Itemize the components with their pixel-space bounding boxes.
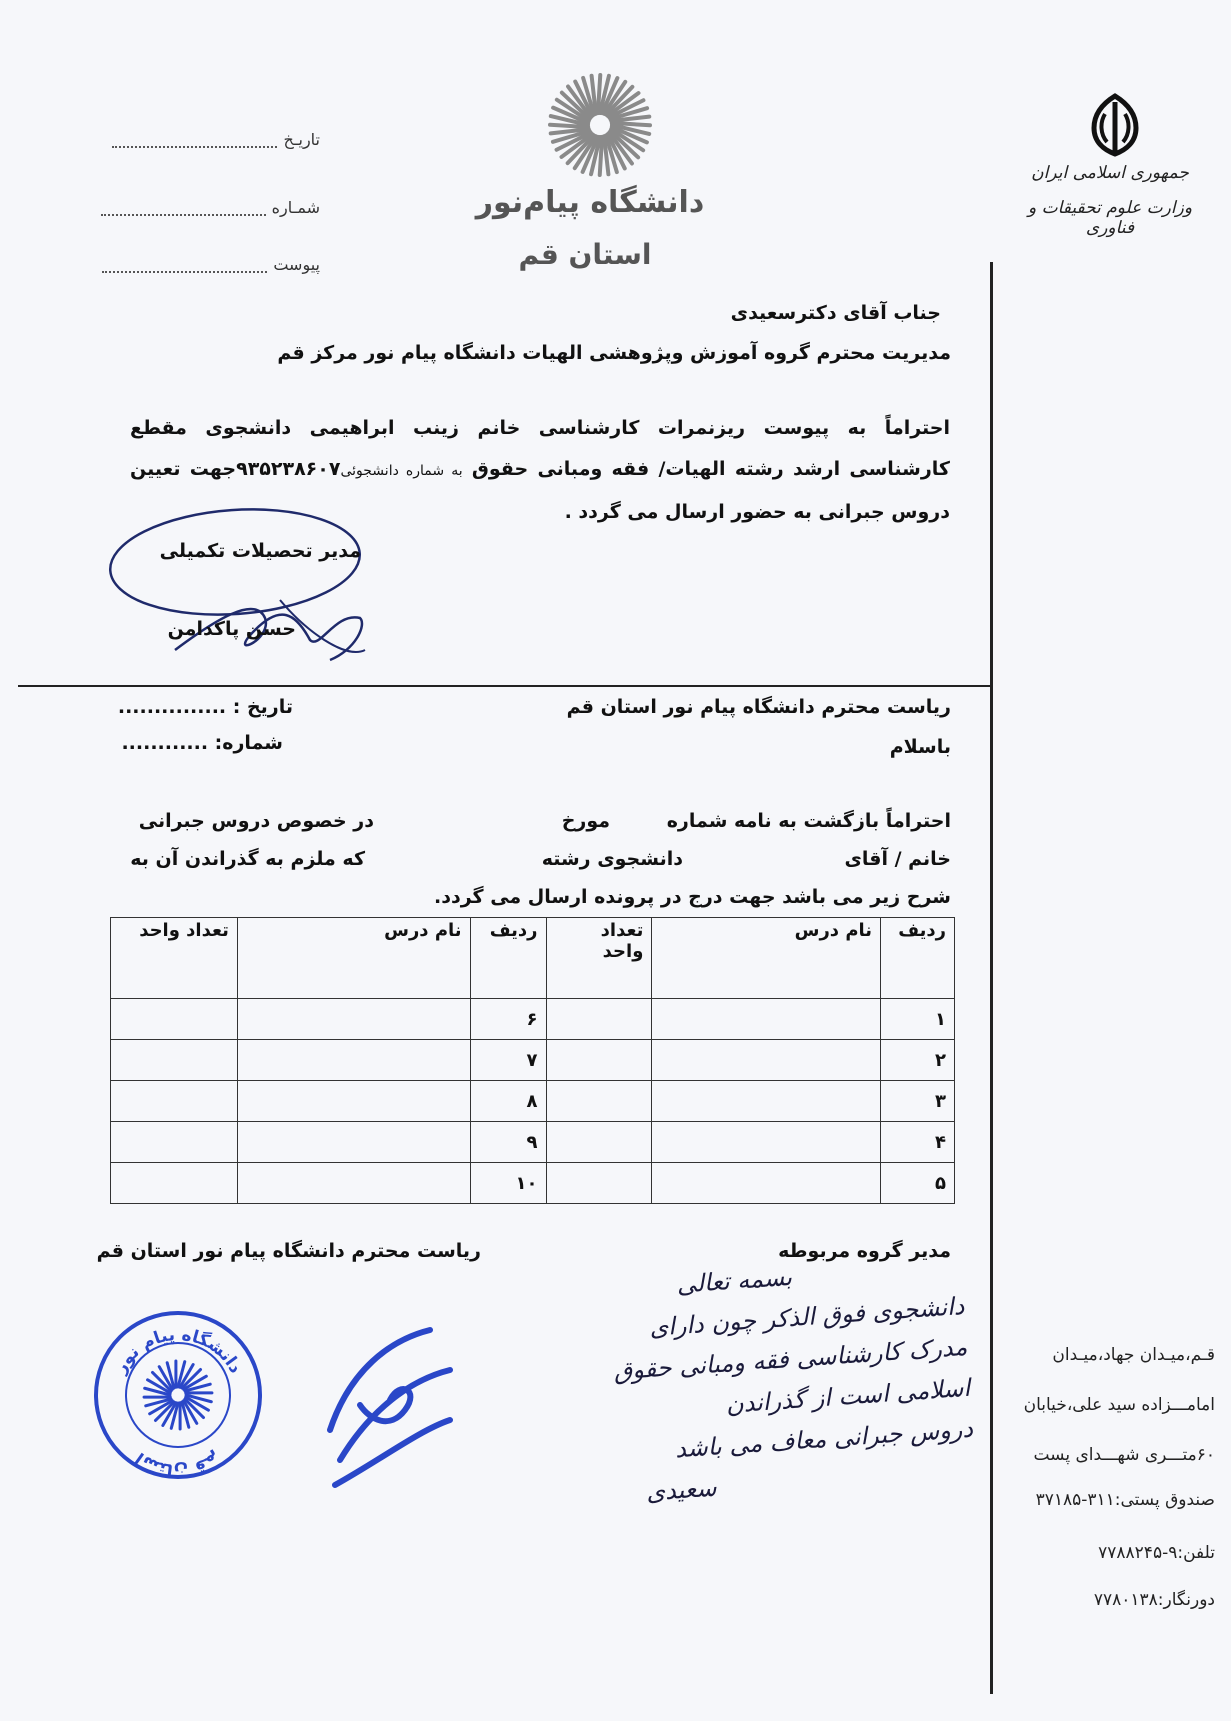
- reply-greeting: باسلام: [889, 736, 951, 758]
- letter-body-part2: ۹۳۵۲۳۸۶۰۷جهت تعیین دروس جبرانی به حضور ارسال می گردد .: [130, 458, 950, 523]
- recipient-name: جناب آقای دکترسعیدی: [730, 302, 941, 324]
- row-number-cell: ۶: [470, 999, 546, 1040]
- date-field-label: تاریـخ: [283, 130, 320, 149]
- president-signature: [310, 1310, 470, 1500]
- table-header-cell: نام درس: [237, 918, 470, 999]
- row-number-cell: ۳: [881, 1081, 955, 1122]
- table-row: [111, 1081, 955, 1122]
- date-field-dots: [112, 134, 277, 148]
- row-number-cell: ۱۰: [470, 1163, 546, 1204]
- recipient-title: مدیریت محترم گروه آموزش وپژوهشی الهیات دانشگاه پیام نور مرکز قم: [277, 342, 951, 364]
- signature-drawing: [105, 500, 395, 680]
- row-number-cell: ۸: [470, 1081, 546, 1122]
- university-stamp: [88, 1305, 268, 1485]
- table-header-cell: تعداد واحد: [111, 918, 238, 999]
- row-number-cell: ۲: [881, 1040, 955, 1081]
- row-number-cell: ۱: [881, 999, 955, 1040]
- handwriting-line: سعیدی: [645, 1473, 718, 1507]
- stamp-text-top: دانشگاه پیام نور: [110, 1324, 246, 1377]
- address-line: صندوق پستی:۳۱۱-۳۷۱۸۵: [1035, 1490, 1215, 1510]
- handwriting-line: دروس جبرانی معاف می باشد: [674, 1414, 974, 1464]
- letter-body-small: به شماره دانشجوئی: [340, 463, 463, 479]
- row-number-cell: ۵: [881, 1163, 955, 1204]
- signer-name: حسن پاکدامن: [167, 618, 296, 640]
- group-manager-label: مدیر گروه مربوطه: [778, 1240, 951, 1262]
- address-line: تلفن:۹-۷۷۸۸۲۴۵: [1098, 1543, 1215, 1563]
- section-divider: [18, 685, 990, 687]
- number-field-dots: [101, 202, 266, 216]
- courses-table: [110, 917, 955, 1204]
- stamp-text-bottom: استان قم: [131, 1447, 224, 1481]
- table-header-cell: تعداد واحد: [546, 918, 652, 999]
- handwriting-line: دانشجوی فوق الذکر چون دارای: [648, 1291, 966, 1342]
- address-line: قـم،میـدان جهاد،میـدان: [1052, 1345, 1215, 1365]
- reply-line1-b: مورخ: [561, 810, 610, 832]
- reply-number: شماره: ............: [121, 732, 283, 754]
- table-header-cell: نام درس: [652, 918, 881, 999]
- table-header-cell: ردیف: [470, 918, 546, 999]
- number-field: [80, 198, 320, 217]
- date-field: [80, 130, 320, 149]
- vertical-divider: [990, 262, 993, 1694]
- table-header-row: [111, 918, 955, 999]
- reply-line1-c: در خصوص دروس جبرانی: [138, 810, 374, 832]
- address-line: دورنگار:۷۷۸۰۱۳۸: [1093, 1590, 1215, 1610]
- attachment-field-label: پیوست: [273, 255, 320, 274]
- attachment-field-dots: [102, 259, 267, 273]
- reply-line3: شرح زیر می باشد جهت درج در پرونده ارسال می گردد.: [434, 886, 951, 908]
- reply-line1-a: احتراماً بازگشت به نامه شماره: [666, 810, 951, 832]
- reply-line2-b: دانشجوی رشته: [541, 848, 683, 870]
- handwriting-line: مدرک کارشناسی فقه ومبانی حقوق: [612, 1332, 969, 1386]
- attachment-field: [80, 255, 320, 274]
- table-row: [111, 1040, 955, 1081]
- address-line: امامـــزاده سید علی،خیابان: [1023, 1395, 1215, 1415]
- reply-date: تاریخ : ...............: [117, 696, 293, 718]
- table-row: [111, 999, 955, 1040]
- table-row: [111, 1163, 955, 1204]
- emblem-line-1: جمهوری اسلامی ایران: [1031, 163, 1189, 183]
- university-name: دانشگاه پیام‌نور: [475, 185, 705, 220]
- university-logo: [545, 70, 655, 180]
- row-number-cell: ۴: [881, 1122, 955, 1163]
- row-number-cell: ۹: [470, 1122, 546, 1163]
- signer-title: مدیر تحصیلات تکمیلی: [159, 540, 361, 562]
- handwriting-line: بسمه تعالی: [675, 1262, 793, 1299]
- reply-addressee: ریاست محترم دانشگاه پیام نور استان قم: [566, 696, 951, 718]
- university-province: استان قم: [518, 238, 652, 271]
- reply-line2-a: خانم / آقای: [844, 848, 951, 870]
- handwritten-note: [561, 1245, 977, 1518]
- iran-emblem-icon: [1080, 90, 1150, 160]
- table-row: [111, 1122, 955, 1163]
- table-header-cell: ردیف: [881, 918, 955, 999]
- letter-body-part1: احتراماً به پیوست ریزنمرات کارشناسی خانم زینب ابراهیمی دانشجوی مقطع کارشناسی ارشد رشته الهیات/ فقه ومبانی حقوق: [130, 417, 950, 480]
- reply-line2-c: که ملزم به گذراندن آن به: [130, 848, 365, 870]
- emblem-line-2: وزارت علوم تحقیقات و فناوری: [1027, 198, 1193, 238]
- president-label: ریاست محترم دانشگاه پیام نور استان قم: [96, 1240, 481, 1262]
- handwriting-line: اسلامی است از گذراندن: [724, 1373, 971, 1419]
- address-line: ۶۰متـــری شهـــدای پست: [1033, 1445, 1215, 1465]
- number-field-label: شمـاره: [271, 198, 320, 217]
- row-number-cell: ۷: [470, 1040, 546, 1081]
